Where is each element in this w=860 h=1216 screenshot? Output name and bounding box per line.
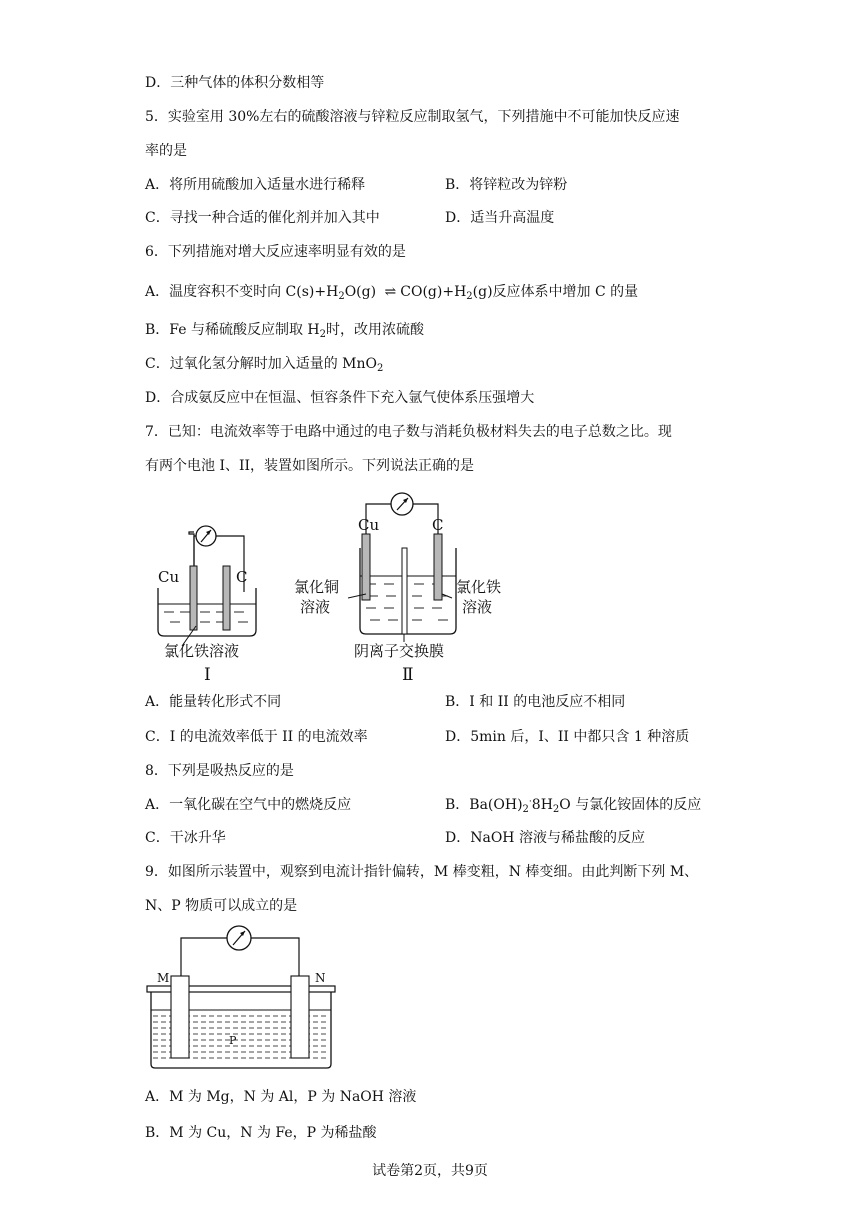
q5-option-c: C．寻找一种合适的催化剂并加入其中 (145, 210, 380, 226)
q7-stem-line1: 7．已知：电流效率等于电路中通过的电子数与消耗负极材料失去的电子总数之比。现 (145, 424, 672, 440)
q7-option-b: B．I 和 II 的电池反应不相同 (445, 694, 626, 710)
page-footer: 试卷第2页，共9页 (372, 1163, 488, 1179)
q5-stem-line2: 率的是 (145, 143, 187, 159)
q5-option-d: D．适当升高温度 (445, 210, 555, 226)
q9-option-a: A．M 为 Mg，N 为 Al，P 为 NaOH 溶液 (145, 1089, 417, 1105)
battery-figure-2 (292, 486, 512, 686)
q4-option-d: D．三种气体的体积分数相等 (145, 75, 325, 91)
fig2-left-electrode-label: Cu (358, 516, 380, 534)
fig-m-label: M (157, 971, 170, 985)
fig2-membrane-label: 阴离子交换膜 (354, 642, 445, 660)
fig2-right-solution-line2: 溶液 (462, 598, 493, 616)
q7-option-a: A．能量转化形式不同 (145, 694, 282, 710)
q7-stem-line2: 有两个电池 I、II，装置如图所示。下列说法正确的是 (145, 458, 475, 474)
q8-option-d: D．NaOH 溶液与稀盐酸的反应 (445, 830, 645, 846)
electrolysis-figure (145, 920, 345, 1072)
q5-stem-line1: 5．实验室用 30%左右的硫酸溶液与锌粒反应制取氢气，下列措施中不可能加快反应速 (145, 109, 680, 125)
fig1-solution-label: 氯化铁溶液 (164, 642, 240, 660)
q6-stem: 6．下列措施对增大反应速率明显有效的是 (145, 244, 406, 260)
q7-option-c: C．I 的电流效率低于 II 的电流效率 (145, 729, 368, 745)
q6-option-b: B．Fe 与稀硫酸反应制取 $H_2$时，改用浓硫酸 (145, 322, 425, 340)
fig2-left-solution-line1: 氯化铜 (294, 578, 340, 596)
q9-stem-line2: N、P 物质可以成立的是 (145, 898, 298, 914)
q6-option-a: A．温度容积不变时向 $C(s)+H_2O(g)$ ⇌ $CO(g)+H_2(g)$反应体系中增加 C 的量 (145, 284, 639, 302)
q8-option-c: C．干冰升华 (145, 830, 226, 846)
fig-p-label: P (229, 1034, 237, 1047)
q9-stem-line1: 9．如图所示装置中，观察到电流计指针偏转，M 棒变粗，N 棒变细。由此判断下列 M、 (145, 864, 699, 880)
fig2-right-solution-line1: 氯化铁 (456, 578, 502, 596)
q9-option-b: B．M 为 Cu，N 为 Fe，P 为稀盐酸 (145, 1125, 377, 1141)
q7-option-d: D．5min 后，I、II 中都只含 1 种溶质 (445, 729, 690, 745)
q8-option-a: A．一氧化碳在空气中的燃烧反应 (145, 797, 352, 813)
q6-option-d: D．合成氨反应中在恒温、恒容条件下充入氩气使体系压强增大 (145, 390, 535, 406)
battery-figure-1 (150, 512, 270, 687)
fig1-left-electrode-label: Cu (158, 568, 180, 586)
fig1-right-electrode-label: C (236, 568, 248, 586)
fig2-left-solution-line2: 溶液 (300, 598, 331, 616)
q8-option-b: B．$Ba(OH)_2^\cdot 8H_2O$ 与氯化铵固体的反应 (445, 797, 702, 815)
q8-stem: 8．下列是吸热反应的是 (145, 763, 294, 779)
q6-option-c: C．过氧化氢分解时加入适量的 MnO$_2$ (145, 356, 384, 374)
q5-option-a: A．将所用硫酸加入适量水进行稀释 (145, 177, 366, 193)
fig2-right-electrode-label: C (432, 516, 444, 534)
fig-n-label: N (315, 971, 326, 985)
fig2-numeral: Ⅱ (402, 665, 414, 685)
equilibrium-arrow-icon: ⇌ (384, 284, 397, 300)
q5-option-b: B．将锌粒改为锌粉 (445, 177, 568, 193)
fig1-numeral: Ⅰ (204, 665, 211, 685)
